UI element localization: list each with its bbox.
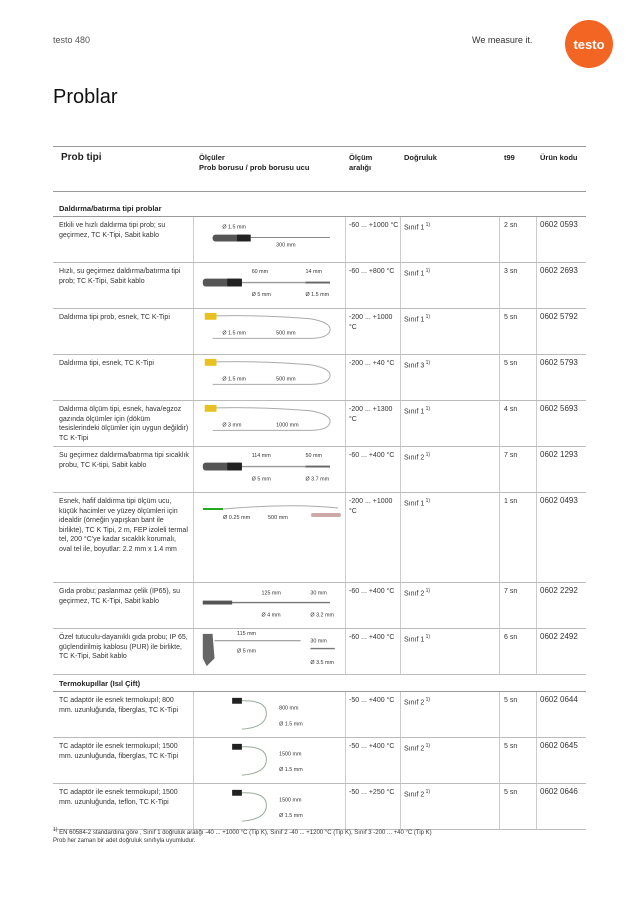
probe-drawing xyxy=(193,309,343,354)
column-divider xyxy=(345,629,346,674)
dim-label: Ø 1.5 mm xyxy=(222,330,246,337)
tagline: We measure it. xyxy=(472,35,533,45)
dim-label: 30 mm xyxy=(310,638,327,645)
dim-label: 115 mm xyxy=(237,630,257,637)
probe-image xyxy=(193,263,343,308)
column-divider xyxy=(400,355,401,400)
accuracy-class: Sınıf 1 $^{1)}$ xyxy=(404,268,431,278)
measuring-range: -200 ... +1000 °C xyxy=(349,314,393,331)
measuring-range: -50 ... +400 °C xyxy=(349,743,395,750)
column-divider xyxy=(536,629,537,674)
column-divider xyxy=(400,217,401,262)
product-code: 0602 5693 xyxy=(540,404,578,413)
accuracy-class: Sınıf 2 $^{1)}$ xyxy=(404,697,431,707)
col-header-range: Ölçüm aralığı xyxy=(349,153,373,172)
column-divider xyxy=(193,217,194,262)
accuracy-class: Sınıf 2 $^{1)}$ xyxy=(404,789,431,799)
table-row xyxy=(53,583,586,629)
footnote-line-1: EN 60584-2 standardına göre , Sınıf 1 doğruluk aralığı -40 ... +1000 °C (Tip K), Sınıf 2 -40 ... +1200 °C (Tip K), Sınıf 3 -200 ... +40 °C (Tip K) xyxy=(59,830,432,836)
product-code: 0602 2292 xyxy=(540,586,578,595)
column-divider xyxy=(499,447,500,492)
probe-description: TC adaptör ile esnek termokupıl; 800 mm. uzunluğunda, fiberglas, TC K-Tipi xyxy=(59,697,179,714)
column-divider xyxy=(345,493,346,582)
section-title: Daldırma/batırma tipi problar xyxy=(59,204,162,213)
testo-logo: testo xyxy=(565,20,613,68)
footnote xyxy=(53,826,432,845)
column-divider xyxy=(345,263,346,308)
column-divider xyxy=(499,583,500,628)
accuracy-class: Sınıf 1 $^{1)}$ xyxy=(404,222,431,232)
table-row xyxy=(53,401,586,447)
column-divider xyxy=(499,263,500,308)
table-row xyxy=(53,309,586,355)
dim-label: 60 mm xyxy=(251,268,269,275)
accuracy-class: Sınıf 2 $^{1)}$ xyxy=(404,452,431,462)
product-code: 0602 5792 xyxy=(540,312,578,321)
probe-image xyxy=(193,447,343,492)
column-divider xyxy=(193,401,194,446)
col-header-type: Prob tipi xyxy=(61,152,102,163)
table-row xyxy=(53,263,586,309)
response-time: 4 sn xyxy=(504,406,518,413)
column-divider xyxy=(400,493,401,582)
probe-drawing xyxy=(193,493,343,582)
dim-label: 1500 mm xyxy=(279,797,302,804)
dim-label: Ø 3.2 mm xyxy=(310,612,335,619)
column-divider xyxy=(193,738,194,783)
column-divider xyxy=(193,355,194,400)
column-divider xyxy=(193,629,194,674)
column-divider xyxy=(536,355,537,400)
response-time: 2 sn xyxy=(504,222,518,229)
probe-description: Hızlı, su geçirmez daldırma/batırma tipi prob; TC K-Tipi, Sabit kablo xyxy=(59,268,181,285)
accuracy-class: Sınıf 1 $^{1)}$ xyxy=(404,634,431,644)
dim-label: Ø 5 mm xyxy=(251,292,271,299)
column-divider xyxy=(536,263,537,308)
probe-description: TC adaptör ile esnek termokupıl; 1500 mm. uzunluğunda, fiberglas, TC K-Tipi xyxy=(59,743,179,760)
probe-description: Daldırma tipi prob, esnek, TC K-Tipi xyxy=(59,314,170,321)
col-header-accuracy: Doğruluk xyxy=(404,153,437,162)
table-row xyxy=(53,629,586,675)
column-divider xyxy=(536,583,537,628)
probe-drawing xyxy=(193,401,343,446)
probe-description: Daldırma tipi, esnek, TC K-Tipi xyxy=(59,360,154,367)
column-divider xyxy=(345,355,346,400)
column-divider xyxy=(400,447,401,492)
section-header xyxy=(53,675,586,692)
table-row xyxy=(53,784,586,830)
col-header-dims: Ölçüler Prob borusu / prob borusu ucu xyxy=(199,153,310,172)
column-divider xyxy=(400,401,401,446)
probe-drawing xyxy=(193,629,343,674)
dim-label: 1000 mm xyxy=(276,422,299,429)
footnote-marker: 1) xyxy=(53,827,58,833)
measuring-range: -60 ... +1000 °C xyxy=(349,222,399,229)
product-code: 0602 0646 xyxy=(540,787,578,796)
probe-description: Su geçirmez daldırma/batırma tipi sıcaklık probu, TC K-tipi, Sabit kablo xyxy=(59,452,189,469)
measuring-range: -200 ... +1300 °C xyxy=(349,406,393,423)
accuracy-class: Sınıf 2 $^{1)}$ xyxy=(404,588,431,598)
column-divider xyxy=(193,583,194,628)
probe-image xyxy=(193,355,343,400)
response-time: 7 sn xyxy=(504,452,518,459)
probe-drawing xyxy=(193,784,343,829)
column-divider xyxy=(499,629,500,674)
probe-image xyxy=(193,217,343,262)
column-divider xyxy=(536,738,537,783)
dim-label: Ø 5 mm xyxy=(237,648,257,655)
probe-drawing xyxy=(193,447,343,492)
table-row xyxy=(53,447,586,493)
dim-label: Ø 1.5 mm xyxy=(279,721,303,728)
probe-image xyxy=(193,401,343,446)
probe-drawing xyxy=(193,583,343,628)
column-divider xyxy=(499,738,500,783)
table-row xyxy=(53,217,586,263)
product-code: 0602 2693 xyxy=(540,266,578,275)
probe-image xyxy=(193,583,343,628)
page-title: Problar xyxy=(53,86,118,108)
response-time: 3 sn xyxy=(504,268,518,275)
dim-label: 30 mm xyxy=(310,590,327,597)
probe-description: Gıda probu; paslanmaz çelik (IP65), su geçirmez, TC K-Tipi, Sabit kablo xyxy=(59,588,181,605)
column-divider xyxy=(400,784,401,829)
dim-label: 114 mm xyxy=(251,452,271,459)
probe-description: Etkili ve hızlı daldırma tipi prob; su geçirmez, TC K-Tipi, Sabit kablo xyxy=(59,222,166,239)
column-divider xyxy=(536,493,537,582)
dim-label: 500 mm xyxy=(268,515,288,521)
table-row xyxy=(53,692,586,738)
measuring-range: -200 ... +1000 °C xyxy=(349,498,393,515)
dim-label: Ø 4 mm xyxy=(261,612,281,619)
column-divider xyxy=(345,309,346,354)
footnote-line-2: Prob her zaman bir adet doğruluk sınıfıyla uyumludur. xyxy=(53,838,196,844)
column-divider xyxy=(193,263,194,308)
column-divider xyxy=(499,355,500,400)
column-divider xyxy=(536,309,537,354)
dim-label: Ø 1.5 mm xyxy=(279,813,303,820)
col-header-t99: t99 xyxy=(504,153,515,162)
dim-label: Ø 1.5 mm xyxy=(279,767,303,774)
product-code: 0602 2492 xyxy=(540,632,578,641)
column-divider xyxy=(499,401,500,446)
response-time: 5 sn xyxy=(504,314,518,321)
column-divider xyxy=(499,217,500,262)
column-divider xyxy=(499,784,500,829)
dim-label: 1500 mm xyxy=(279,751,302,758)
response-time: 5 sn xyxy=(504,697,518,704)
product-code: 0602 0644 xyxy=(540,695,578,704)
dim-label: Ø 5 mm xyxy=(251,476,271,483)
product-code: 0602 1293 xyxy=(540,450,578,459)
column-divider xyxy=(345,784,346,829)
column-divider xyxy=(400,738,401,783)
response-time: 6 sn xyxy=(504,634,518,641)
probe-description: TC adaptör ile esnek termokupıl; 1500 mm. uzunluğunda, teflon, TC K-Tipi xyxy=(59,789,178,806)
probe-drawing xyxy=(193,217,343,262)
product-code: 0602 5793 xyxy=(540,358,578,367)
table-row xyxy=(53,738,586,784)
column-divider xyxy=(536,447,537,492)
probe-image xyxy=(193,309,343,354)
section-header xyxy=(53,200,586,217)
probe-image xyxy=(193,493,343,582)
response-time: 5 sn xyxy=(504,743,518,750)
column-divider xyxy=(345,738,346,783)
probe-image xyxy=(193,692,343,737)
table-header xyxy=(53,146,586,192)
document-label: testo 480 xyxy=(53,35,91,45)
measuring-range: -50 ... +400 °C xyxy=(349,697,395,704)
dim-label: 500 mm xyxy=(276,330,296,337)
probe-drawing xyxy=(193,738,343,783)
probe-drawing xyxy=(193,263,343,308)
dim-label: Ø 3.5 mm xyxy=(310,660,335,667)
column-divider xyxy=(345,583,346,628)
column-divider xyxy=(400,583,401,628)
column-divider xyxy=(193,784,194,829)
response-time: 5 sn xyxy=(504,789,518,796)
dim-label: Ø 3 mm xyxy=(222,422,242,429)
dim-label: 800 mm xyxy=(279,705,299,712)
accuracy-class: Sınıf 1 $^{1)}$ xyxy=(404,314,431,324)
accuracy-class: Sınıf 3 $^{1)}$ xyxy=(404,360,431,370)
column-divider xyxy=(345,692,346,737)
response-time: 7 sn xyxy=(504,588,518,595)
probe-image xyxy=(193,784,343,829)
column-divider xyxy=(193,447,194,492)
dim-label: 50 mm xyxy=(305,452,322,459)
dim-label: 14 mm xyxy=(305,268,322,275)
dim-label: Ø 0.25 mm xyxy=(223,515,251,521)
measuring-range: -60 ... +400 °C xyxy=(349,452,395,459)
probe-description: Esnek, hafif daldırma tipi ölçüm ucu, küçük hacimler ve yüzey ölçümleri için idealdir (örneğin yapışkan bant ile birlikte), TC K Tipi, 2 m, FEP izoleli termal tel, 200 °C'ye kadar sıcaklık korumalı, oval tel ile, boyutlar: 2.2 mm x 1.4 mm xyxy=(59,498,188,553)
column-divider xyxy=(345,447,346,492)
column-divider xyxy=(400,692,401,737)
dim-label: 125 mm xyxy=(261,590,281,597)
probe-image xyxy=(193,738,343,783)
dim-label: 500 mm xyxy=(276,376,296,383)
column-divider xyxy=(400,263,401,308)
column-divider xyxy=(400,309,401,354)
response-time: 1 sn xyxy=(504,498,518,505)
probe-drawing xyxy=(193,692,343,737)
measuring-range: -60 ... +800 °C xyxy=(349,268,395,275)
column-divider xyxy=(499,692,500,737)
probe-table xyxy=(53,146,586,830)
column-divider xyxy=(345,217,346,262)
column-divider xyxy=(400,629,401,674)
probe-drawing xyxy=(193,355,343,400)
probe-description: Özel tutuculu-dayanıklı gıda probu; IP 65, güçlendirilmiş kablosu (PUR) ile birlikte, TC K-Tipi, Sabit kablo xyxy=(59,634,188,660)
dim-label: Ø 1.5 mm xyxy=(305,292,330,299)
table-row xyxy=(53,355,586,401)
section-title: Termokupıllar (Isıl Çift) xyxy=(59,679,141,688)
product-code: 0602 0493 xyxy=(540,496,578,505)
measuring-range: -60 ... +400 °C xyxy=(349,634,395,641)
column-divider xyxy=(193,692,194,737)
column-divider xyxy=(193,309,194,354)
dim-label: Ø 1.5 mm xyxy=(222,224,246,231)
measuring-range: -50 ... +250 °C xyxy=(349,789,395,796)
accuracy-class: Sınıf 2 $^{1)}$ xyxy=(404,743,431,753)
dim-label: Ø 1.5 mm xyxy=(222,376,246,383)
product-code: 0602 0593 xyxy=(540,220,578,229)
column-divider xyxy=(536,217,537,262)
column-divider xyxy=(499,493,500,582)
column-divider xyxy=(536,401,537,446)
dim-label: 300 mm xyxy=(276,242,296,249)
product-code: 0602 0645 xyxy=(540,741,578,750)
dim-label: Ø 3.7 mm xyxy=(305,476,330,483)
measuring-range: -60 ... +400 °C xyxy=(349,588,395,595)
column-divider xyxy=(345,401,346,446)
response-time: 5 sn xyxy=(504,360,518,367)
measuring-range: -200 ... +40 °C xyxy=(349,360,395,367)
col-header-code: Ürün kodu xyxy=(540,153,578,162)
column-divider xyxy=(499,309,500,354)
column-divider xyxy=(536,784,537,829)
accuracy-class: Sınıf 1 $^{1)}$ xyxy=(404,406,431,416)
column-divider xyxy=(193,493,194,582)
accuracy-class: Sınıf 1 $^{1)}$ xyxy=(404,498,431,508)
probe-description: Daldırma ölçüm tipi, esnek, hava/egzoz gazında ölçümler için (döküm tesislerindeki ölçümler için uygun değildir) TC K-Tipi xyxy=(59,406,189,442)
probe-image xyxy=(193,629,343,674)
table-row xyxy=(53,493,586,583)
column-divider xyxy=(536,692,537,737)
